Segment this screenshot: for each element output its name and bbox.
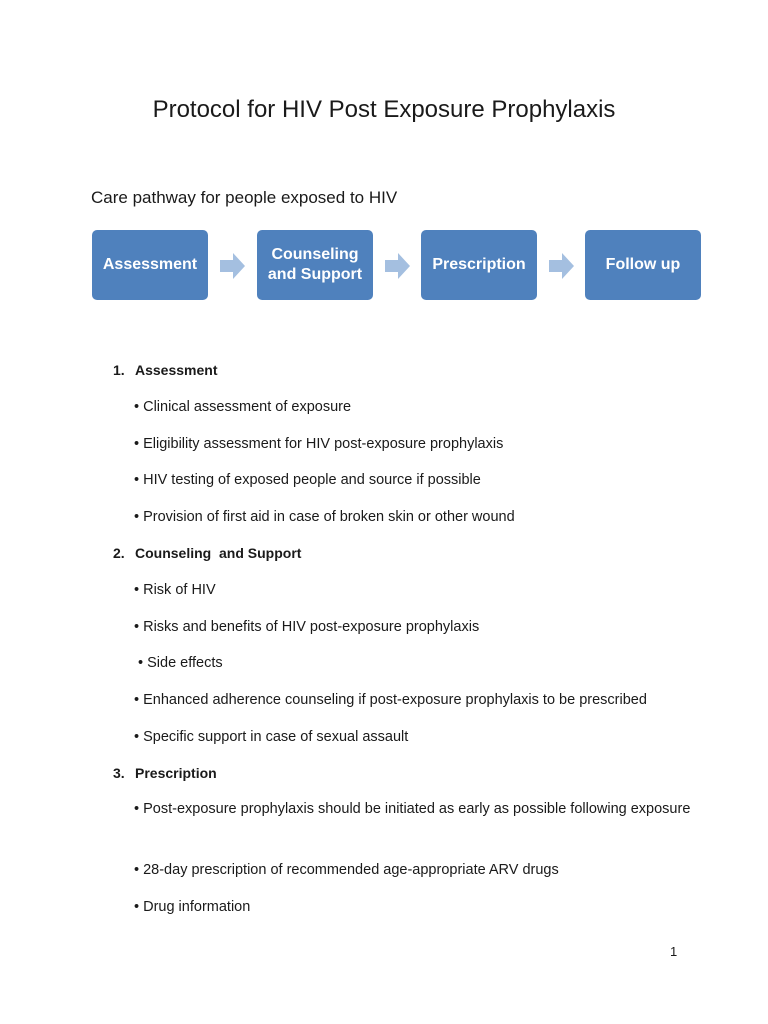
list-item: • Specific support in case of sexual assault: [134, 729, 409, 745]
list-item: • Side effects: [134, 655, 223, 671]
list-item: • Enhanced adherence counseling if post-exposure prophylaxis to be prescribed: [134, 692, 647, 708]
section-heading: [113, 545, 301, 561]
list-item: • 28-day prescription of recommended age-appropriate ARV drugs: [134, 862, 559, 878]
section-number: 2.: [113, 545, 125, 561]
section-heading: [113, 765, 217, 781]
list-item: • Risk of HIV: [134, 582, 216, 598]
list-item: • Risks and benefits of HIV post-exposure prophylaxis: [134, 619, 480, 635]
section-title: Assessment: [135, 362, 218, 378]
list-item: • HIV testing of exposed people and source if possible: [134, 472, 481, 488]
list-item: • Post-exposure prophylaxis should be initiated as early as possible following exposure: [134, 801, 691, 817]
section-heading: [113, 362, 218, 378]
section-title: Counseling and Support: [135, 545, 302, 561]
section-number: 1.: [113, 362, 125, 378]
document-title: Protocol for HIV Post Exposure Prophylaxis: [152, 96, 616, 123]
page-number: 1: [670, 944, 678, 959]
flow-step-counseling: Counseling and Support: [257, 230, 373, 300]
arrow-right-icon: [220, 253, 245, 279]
list-item: • Clinical assessment of exposure: [134, 399, 352, 415]
list-item: • Provision of first aid in case of broken skin or other wound: [134, 509, 515, 525]
flow-step-prescription: Prescription: [421, 230, 537, 300]
arrow-right-icon: [385, 253, 410, 279]
arrow-right-icon: [549, 253, 574, 279]
list-item: • Drug information: [134, 899, 251, 915]
flow-step-assessment: Assessment: [92, 230, 208, 300]
care-pathway-subtitle: Care pathway for people exposed to HIV: [91, 188, 398, 207]
care-pathway-flow: [0, 230, 768, 300]
flow-step-follow-up: Follow up: [585, 230, 701, 300]
section-title: Prescription: [135, 765, 217, 781]
list-item: • Eligibility assessment for HIV post-exposure prophylaxis: [134, 436, 504, 452]
section-number: 3.: [113, 765, 125, 781]
